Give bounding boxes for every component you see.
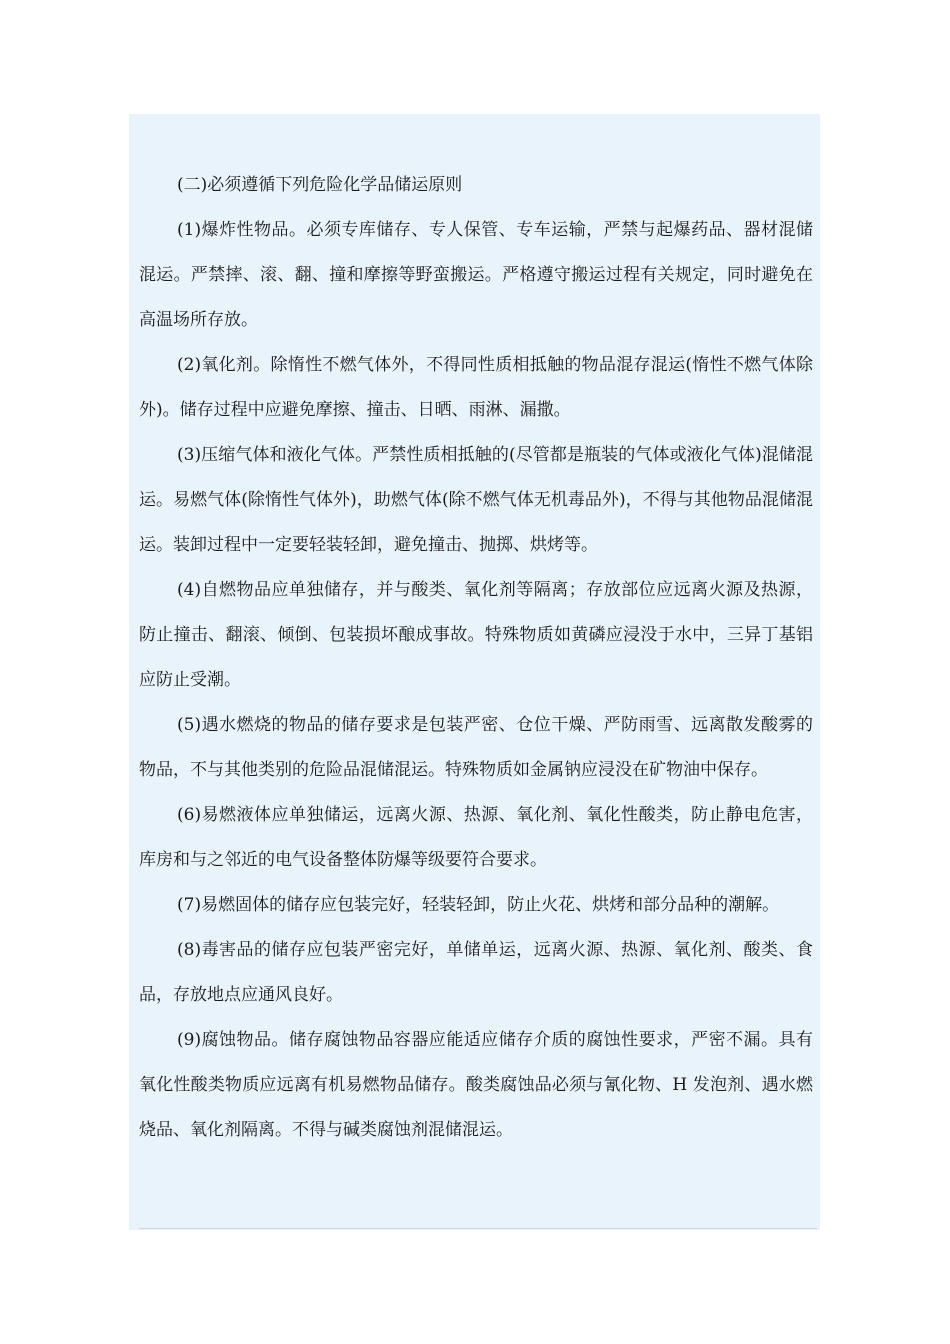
paragraph-compressed-gases: (3)压缩气体和液化气体。严禁性质相抵触的(尽管都是瓶装的气体或液化气体)混储混运。易燃气体(除惰性气体外)，助燃气体(除不燃气体无机毒品外)，不得与其他物品混储混运。装卸过程中一定要轻装轻卸，避免撞击、抛掷、烘烤等。 xyxy=(139,445,813,555)
paragraph-oxidizers: (2)氧化剂。除惰性不燃气体外，不得同性质相抵触的物品混存混运(惰性不燃气体除外)。储存过程中应避免摩擦、撞击、日晒、雨淋、漏撒。 xyxy=(139,355,813,420)
paragraph-toxic-substances: (8)毒害品的储存应包装严密完好，单储单运，远离火源、热源、氧化剂、酸类、食品，存放地点应通风良好。 xyxy=(139,940,813,1005)
paragraph-water-reactive: (5)遇水燃烧的物品的储存要求是包装严密、仓位干燥、严防雨雪、远离散发酸雾的物品，不与其他类别的危险品混储混运。特殊物质如金属钠应浸没在矿物油中保存。 xyxy=(139,715,813,780)
bottom-divider xyxy=(139,1228,817,1229)
paragraph-corrosives: (9)腐蚀物品。储存腐蚀物品容器应能适应储存介质的腐蚀性要求，严密不漏。具有氧化性酸类物质应远离有机易燃物品储存。酸类腐蚀品必须与氰化物、H 发泡剂、遇水燃烧品、氧化剂隔离。不得与碱类腐蚀剂混储混运。 xyxy=(139,1030,813,1140)
paragraph-spontaneous-combustion: (4)自燃物品应单独储存，并与酸类、氧化剂等隔离；存放部位应远离火源及热源，防止撞击、翻滚、倾倒、包装损坏酿成事故。特殊物质如黄磷应浸没于水中，三异丁基铝应防止受潮。 xyxy=(139,580,813,690)
paragraph-flammable-solids: (7)易燃固体的储存应包装完好，轻装轻卸，防止火花、烘烤和部分品种的潮解。 xyxy=(177,895,780,915)
paragraph-explosives: (1)爆炸性物品。必须专库储存、专人保管、专车运输，严禁与起爆药品、器材混储混运。严禁摔、滚、翻、撞和摩擦等野蛮搬运。严格遵守搬运过程有关规定，同时避免在高温场所存放。 xyxy=(139,220,813,330)
document-body xyxy=(139,163,813,1153)
section-heading: (二)必须遵循下列危险化学品储运原则 xyxy=(177,175,463,195)
paragraph-flammable-liquids: (6)易燃液体应单独储运，远离火源、热源、氧化剂、氧化性酸类，防止静电危害，库房和与之邻近的电气设备整体防爆等级要符合要求。 xyxy=(139,805,813,870)
